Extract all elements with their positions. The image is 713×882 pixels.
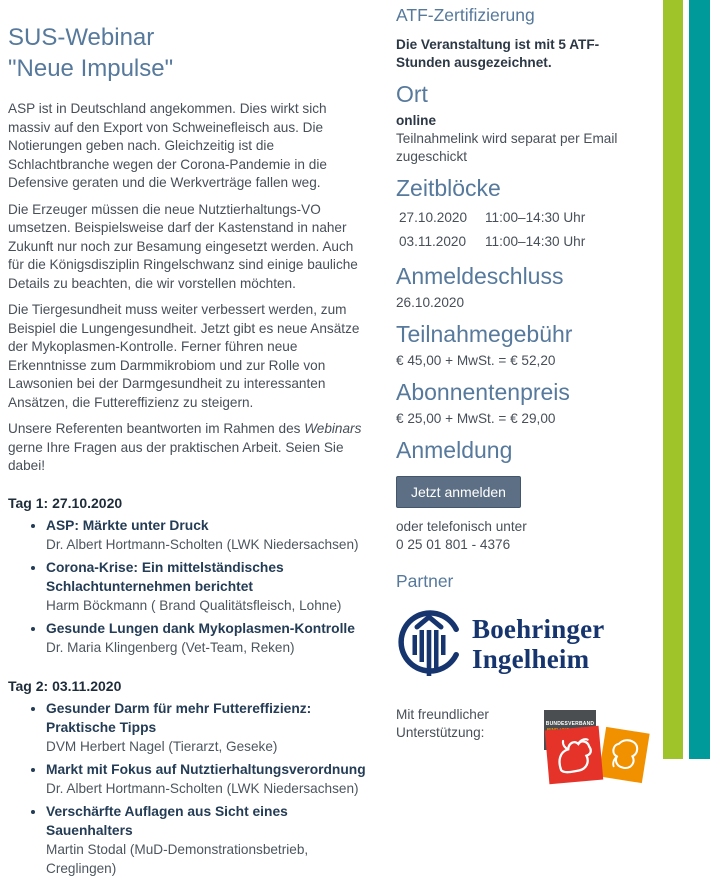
agenda-item-speaker: Harm Böckmann ( Brand Qualitätsfleisch, Lohne)	[46, 597, 342, 613]
support-text-line1: Mit freundlicher	[396, 707, 489, 722]
agenda-item	[46, 558, 370, 615]
agenda-day1-heading: Tag 1: 27.10.2020	[8, 494, 123, 511]
intro-paragraph-italic: Webinars	[304, 421, 362, 436]
agenda-item-speaker: Dr. Albert Hortmann-Scholten (LWK Niedersachsen)	[46, 780, 359, 796]
agenda-day2-heading: Tag 2: 03.11.2020	[8, 677, 122, 694]
boehringer-word2: Ingelheim	[472, 644, 590, 674]
teal-accent-stripe	[689, 0, 710, 759]
anmeldeschluss-heading: Anmeldeschluss	[396, 263, 564, 289]
agenda-item-title: • ASP: Märkte unter Druck	[46, 517, 209, 533]
zeit-date: 27.10.2020	[399, 210, 468, 225]
phone-info	[396, 518, 648, 554]
intro-paragraph-text: gerne Ihre Fragen aus der praktischen Arbeit. Seien Sie dabei!	[8, 439, 344, 473]
phone-number: 0 25 01 801 - 4376	[396, 537, 511, 552]
intro-paragraph: Die Erzeuger müssen die neue Nutztierhaltungs-VO umsetzen. Beispielsweise darf der Kastenstand in naher Zukunft nur noch zur Besamung eingesetzt werden. Auch für die Königsdisziplin Ringelschwanz sind einige bauliche Details zu beachten, die wir vorstellen möchten.	[8, 201, 358, 291]
partner-heading: Partner	[396, 571, 454, 591]
zeit-date: 03.11.2020	[399, 234, 467, 249]
agenda-item	[46, 619, 370, 657]
register-now-button[interactable]: Jetzt anmelden	[396, 476, 521, 508]
phone-note: oder telefonisch unter	[396, 519, 527, 534]
abonnentenpreis-heading: Abonnentenpreis	[396, 379, 570, 405]
atf-heading: ATF-Zertifizierung	[396, 5, 535, 25]
zeit-time: 11:00–14:30 Uhr	[485, 234, 586, 249]
ort-mode: online	[396, 113, 437, 128]
support-text-line2: Unterstützung:	[396, 725, 485, 740]
ort-info	[396, 112, 648, 166]
brs-cattle-square	[545, 726, 604, 785]
page-title	[8, 22, 370, 84]
zeit-row	[396, 230, 648, 254]
teilnahmegebuehr-heading: Teilnahmegebühr	[396, 321, 573, 347]
boehringer-wordmark	[472, 614, 604, 674]
page-title-line1: SUS-Webinar	[8, 24, 155, 51]
agenda-item	[46, 699, 370, 756]
boehringer-word1: Boehringer	[472, 614, 605, 644]
agenda-item-title: • Verschärfte Auflagen aus Sicht eines Sauenhalters	[46, 803, 288, 838]
anmeldung-heading: Anmeldung	[396, 437, 513, 463]
page-title-line2: "Neue Impulse"	[8, 55, 174, 82]
event-info-sidebar	[396, 4, 648, 784]
support-text	[396, 706, 489, 742]
agenda-item-speaker: Dr. Albert Hortmann-Scholten (LWK Niedersachsen)	[46, 536, 359, 552]
agenda-item-title: • Corona-Krise: Ein mittelständisches Schlachtunternehmen berichtet	[46, 559, 284, 594]
agenda-item-speaker: Dr. Maria Klingenberg (Vet-Team, Reken)	[46, 639, 295, 655]
ort-note: Teilnahmelink wird separat per Email zugeschickt	[396, 131, 618, 164]
agenda-item-speaker: Martin Stodal (MuD-Demonstrationsbetrieb, Creglingen)	[46, 841, 309, 876]
ort-heading: Ort	[396, 81, 428, 107]
green-accent-stripe	[663, 0, 683, 759]
agenda-item	[46, 760, 370, 798]
agenda-item	[46, 516, 370, 554]
zeitbloecke-rows	[396, 206, 648, 254]
anmeldeschluss-date: 26.10.2020	[396, 295, 465, 310]
boehringer-ingelheim-logo	[396, 608, 648, 680]
agenda-item-title: • Markt mit Fokus auf Nutztierhaltungsverordnung	[46, 761, 366, 777]
boehringer-emblem-icon	[396, 608, 462, 680]
zeit-row	[396, 206, 648, 230]
pig-icon	[604, 733, 644, 778]
agenda-item-title: • Gesunder Darm für mehr Futtereffizienz: Praktische Tipps	[46, 700, 312, 735]
atf-text: Die Veranstaltung ist mit 5 ATF-Stunden ausgezeichnet.	[396, 37, 600, 70]
agenda-day1-list	[8, 516, 370, 657]
bull-icon	[550, 731, 598, 779]
intro-paragraph	[8, 420, 370, 476]
brs-name-line1: BUNDESVERBAND	[545, 721, 595, 727]
brs-pig-square	[598, 727, 649, 783]
intro-paragraph: ASP ist in Deutschland angekommen. Dies wirkt sich massiv auf den Export von Schweinefleisch aus. Die Notierungen geben nach. Gleichzeitig ist die Schlachtbranche wegen der Corona-Pandemie in die Defensive geraten und die Werkverträge fallen weg.	[8, 101, 327, 190]
abonnentenpreis-price: € 25,00 + MwSt. = € 29,00	[396, 411, 556, 426]
intro-paragraph-text: Unsere Referenten beantworten im Rahmen des	[8, 421, 305, 436]
agenda-item-speaker: DVM Herbert Nagel (Tierarzt, Geseke)	[46, 738, 278, 754]
main-content-column	[8, 22, 370, 882]
support-section	[396, 706, 648, 784]
intro-paragraph: Die Tiergesundheit muss weiter verbessert werden, zum Beispiel die Lungengesundheit. Jetzt gibt es neue Ansätze der Mykoplasmen-Kontrolle. Ferner führen neue Erkenntnisse zum Darmmikrobiom und zur Rolle von Lawsonien bei der Darmgesundheit zu interessanten Ansätzen, die Futtereffizienz zu steigern.	[8, 302, 360, 410]
zeit-time: 11:00–14:30 Uhr	[485, 210, 586, 225]
zeitbloecke-heading: Zeitblöcke	[396, 175, 501, 201]
brs-logo	[540, 708, 648, 784]
agenda-day2-list	[8, 699, 370, 878]
agenda-item-title: • Gesunde Lungen dank Mykoplasmen-Kontrolle	[46, 620, 355, 636]
agenda-item	[46, 802, 370, 878]
teilnahmegebuehr-price: € 45,00 + MwSt. = € 52,20	[396, 353, 556, 368]
intro-text	[8, 100, 370, 476]
